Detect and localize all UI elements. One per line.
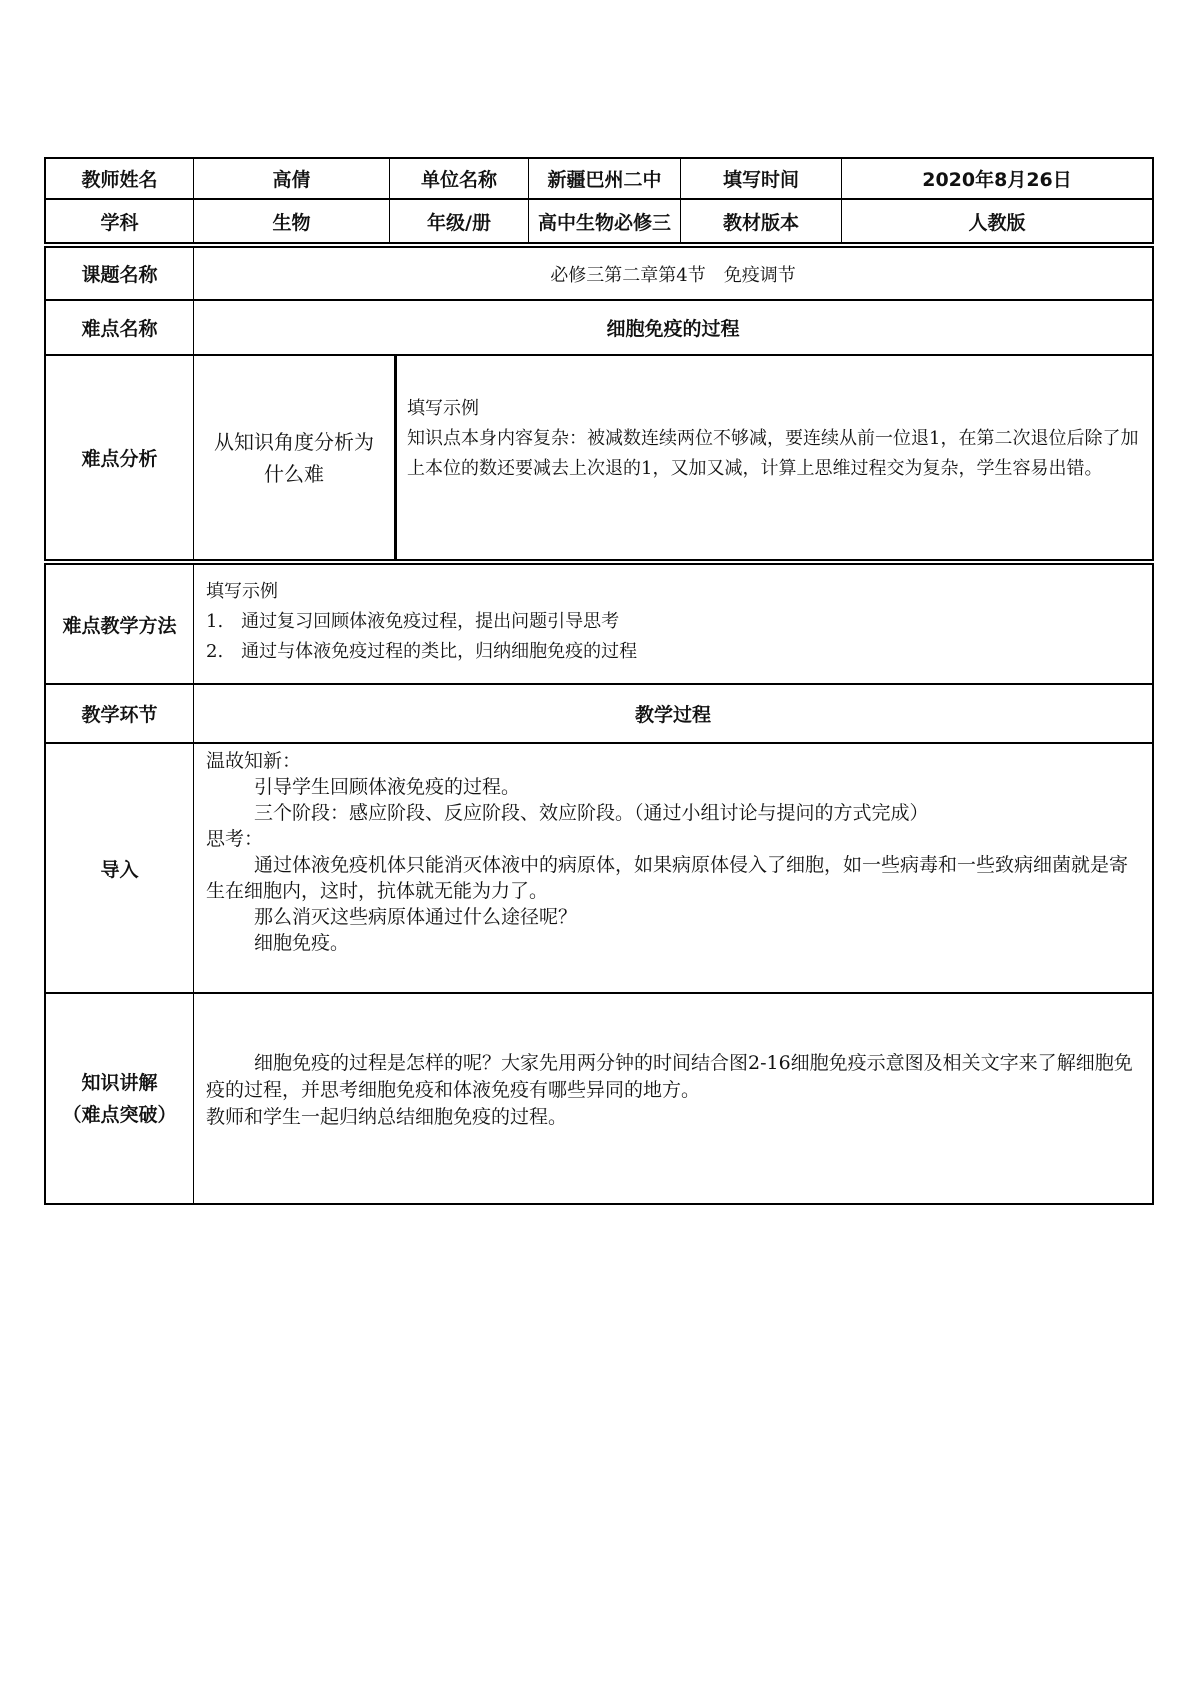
date-label: 填写时间 xyxy=(681,159,842,198)
analysis-content xyxy=(397,356,1152,559)
intro-line-2: 引导学生回顾体液免疫的过程。 xyxy=(254,776,521,798)
knowledge-label xyxy=(46,994,194,1203)
intro-row xyxy=(44,744,1154,994)
teacher-value: 高倩 xyxy=(194,159,390,198)
method-content xyxy=(194,565,1152,683)
difficulty-value: 细胞免疫的过程 xyxy=(606,318,740,340)
method-row xyxy=(44,563,1154,685)
knowledge-content xyxy=(194,994,1152,1203)
topic-label: 课题名称 xyxy=(46,248,194,299)
method-label: 难点教学方法 xyxy=(46,565,194,683)
grade-value: 高中生物必修三 xyxy=(529,200,681,242)
analysis-sub-label: 从知识角度分析为什么难 xyxy=(194,356,397,559)
intro-line-4: 思考： xyxy=(206,828,264,850)
method-item-2: 2. 通过与体液免疫过程的类比，归纳细胞免疫的过程 xyxy=(206,641,638,662)
intro-content xyxy=(194,744,1152,992)
edition-label: 教材版本 xyxy=(681,200,842,242)
topic-value: 必修三第二章第4节 免疫调节 xyxy=(550,264,796,286)
unit-label: 单位名称 xyxy=(390,159,529,198)
analysis-text: 知识点本身内容复杂：被减数连续两位不够减，要连续从前一位退1，在第二次退位后除了加上本位的数还要减去上次退的1，又加又减，计算上思维过程交为复杂，学生容易出错。 xyxy=(407,428,1139,479)
intro-line-1: 温故知新： xyxy=(206,750,302,772)
knowledge-label-line-2: （难点突破） xyxy=(62,1103,177,1126)
knowledge-line-1: 细胞免疫的过程是怎样的呢？大家先用两分钟的时间结合图2-16细胞免疫示意图及相关文字来了解细胞免疫的过程，并思考细胞免疫和体液免疫有哪些异同的地方。 xyxy=(206,1052,1133,1101)
method-item-1: 1. 通过复习回顾体液免疫过程，提出问题引导思考 xyxy=(206,611,620,632)
knowledge-line-2: 教师和学生一起归纳总结细胞免疫的过程。 xyxy=(206,1106,568,1128)
edition-value: 人教版 xyxy=(968,211,1026,234)
lesson-plan-table xyxy=(44,157,1154,1205)
intro-line-5: 通过体液免疫机体只能消灭体液中的病原体，如果病原体侵入了细胞，如一些病毒和一些致病细菌就是寄生在细胞内，这时，抗体就无能为力了。 xyxy=(206,854,1129,902)
analysis-example-title: 填写示例 xyxy=(407,398,479,419)
unit-value: 新疆巴州二中 xyxy=(529,159,681,198)
knowledge-label-line-1: 知识讲解 xyxy=(81,1071,158,1094)
difficulty-row xyxy=(44,301,1154,356)
date-value: 2020年8月26日 xyxy=(922,169,1072,191)
info-row-2 xyxy=(44,200,1154,244)
process-title: 教学过程 xyxy=(634,704,711,726)
analysis-row xyxy=(44,356,1154,561)
intro-line-7: 细胞免疫。 xyxy=(254,932,350,954)
method-example-title: 填写示例 xyxy=(206,581,278,602)
grade-label: 年级/册 xyxy=(390,200,529,242)
topic-row xyxy=(44,246,1154,301)
subject-label: 学科 xyxy=(46,200,194,242)
intro-line-3: 三个阶段：感应阶段、反应阶段、效应阶段。（通过小组讨论与提问的方式完成） xyxy=(254,802,929,824)
knowledge-row xyxy=(44,994,1154,1205)
intro-label: 导入 xyxy=(46,744,194,992)
teacher-label: 教师姓名 xyxy=(46,159,194,198)
process-stage-label: 教学环节 xyxy=(46,685,194,742)
subject-value: 生物 xyxy=(194,200,390,242)
info-row-1 xyxy=(44,157,1154,200)
difficulty-label: 难点名称 xyxy=(46,301,194,354)
process-header-row xyxy=(44,685,1154,744)
analysis-label: 难点分析 xyxy=(46,356,194,559)
intro-line-6: 那么消灭这些病原体通过什么途径呢？ xyxy=(254,906,578,928)
